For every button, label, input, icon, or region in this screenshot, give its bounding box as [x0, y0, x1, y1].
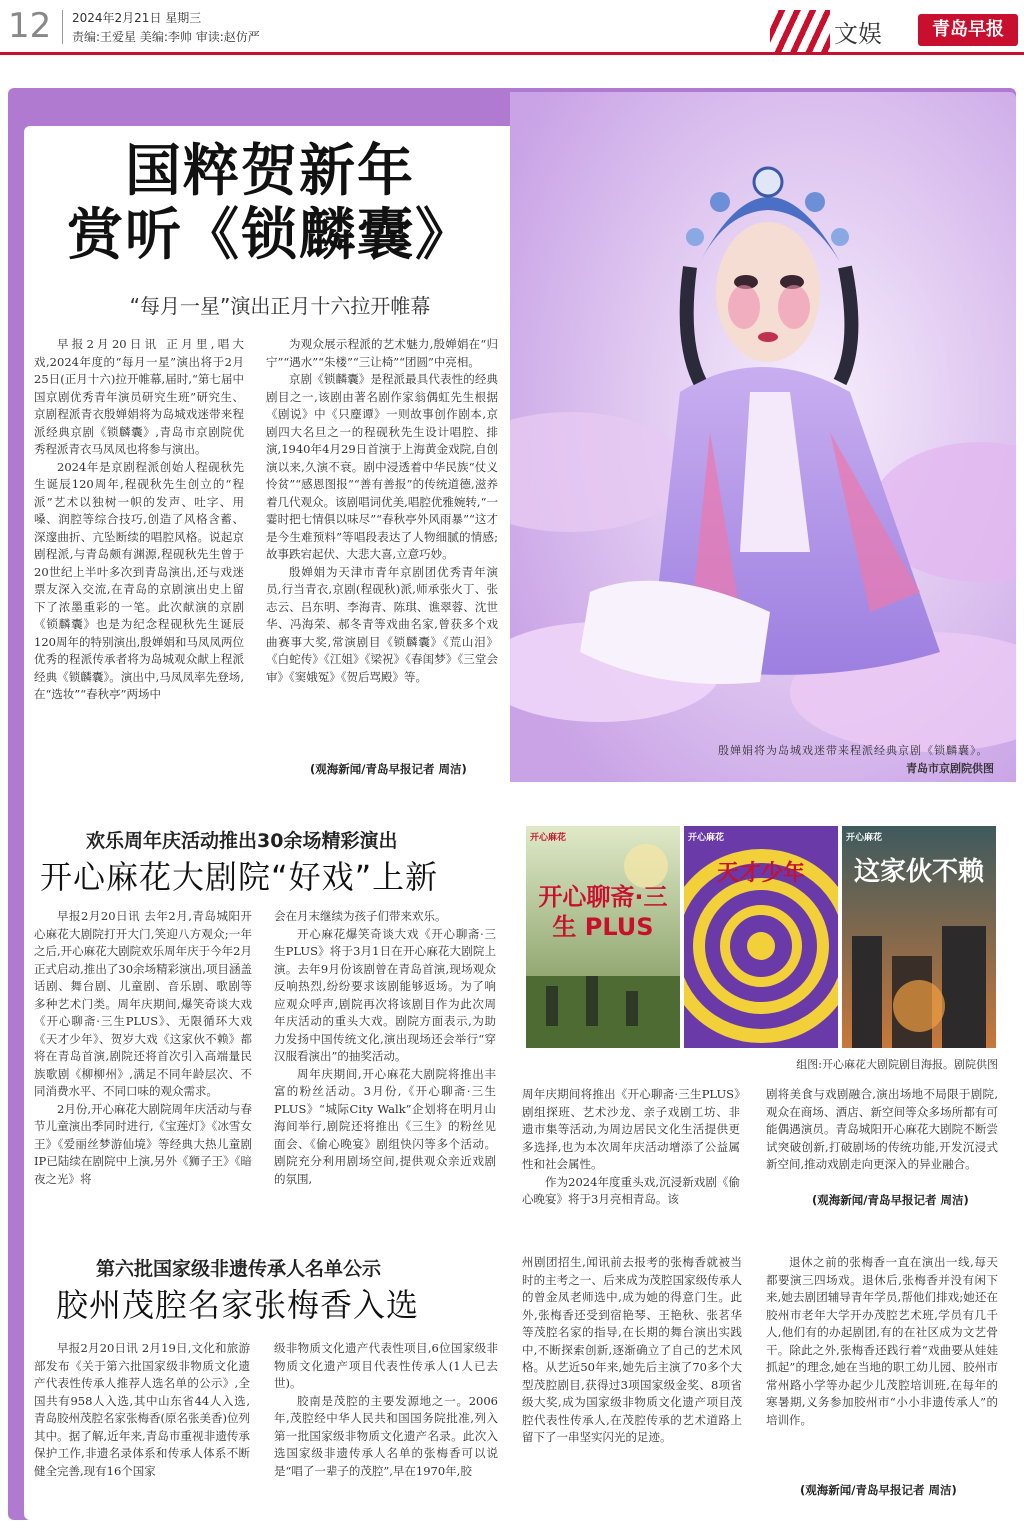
newspaper-logo: 青岛早报: [918, 14, 1018, 46]
article3-column-1: [34, 1340, 250, 1500]
paragraph: 殷婵娟为天津市青年京剧团优秀青年演员,行当青衣,京剧(程砚秋)派,师承张火丁、张志云、吕东明、李海青、陈琪、谯翠蓉、沈世华、冯海荣、郝冬青等戏曲名家,曾获多个戏曲赛事大奖,常演剧目《锁麟囊》《荒山泪》《白蛇传》《江姐》《梁祝》《春闺梦》《三堂会审》《窦娥冤》《贺后骂殿》等。: [266, 564, 498, 684]
article2-column-1: [34, 908, 252, 1208]
paragraph: 周年庆期间,开心麻花大剧院将推出丰富的粉丝活动。3月份,《开心聊斋·三生PLUS》“城际City Walk”企划将在明月山海间举行,剧院还将推出《三生》的粉丝见面会、《偷心晚宴》剧组快闪等多个活动。剧院充分利用剧场空间,提供观众亲近戏剧的氛围,: [274, 1066, 496, 1186]
article2-column-3: [522, 1086, 740, 1214]
paragraph: 京剧《锁麟囊》是程派最具代表性的经典剧目之一,该剧由著名剧作家翁偶虹先生根据《剧说》中《只麈谭》一则故事创作剧本,京剧四大名旦之一的程砚秋先生设计唱腔、排演,1940年4月29日首演于上海黄金戏院,自创演以来,久演不衰。剧中浸透着中华民族“仗义怜贫”“感恩图报”“善有善报”的传统道德,滋养着几代观众。该剧唱词优美,唱腔优雅婉转,“一霎时把七情俱以味尽”“春秋亭外风雨暴”“这才是今生难预料”等唱段表达了人物细腻的情感;故事跌宕起伏、大悲大喜,立意巧妙。: [266, 372, 498, 561]
paragraph: 会在月末继续为孩子们带来欢乐。: [274, 909, 447, 923]
paragraph: 2024年是京剧程派创始人程砚秋先生诞辰120周年,程砚秋先生创立的“程派”艺术以独树一帜的发声、吐字、用嗓、润腔等综合技巧,创造了风格含蓄、深邃曲折、亢坠断续的唱腔风格。说起京剧程派,与青岛颇有渊源,程砚秋先生曾于20世纪上半叶多次到青岛演出,还与戏迷票友深入交流,在青岛的京剧演出史上留下了浓墨重彩的一笔。此次献演的京剧《锁麟囊》也是为纪念程砚秋先生诞辰120周年的特别演出,殷婵娟和马凤凤两位优秀的程派传承者将为岛城观众献上程派经典《锁麟囊》。演出中,马凤凤率先登场,在“选妆”“春秋亭”两场中: [34, 459, 244, 701]
header-divider: [62, 10, 63, 44]
caption-text: 殷婵娟将为岛城戏迷带来程派经典京剧《锁麟囊》。: [718, 744, 989, 757]
article3-column-3: [522, 1254, 742, 1500]
article3-column-4: [766, 1254, 998, 1480]
page-header: [0, 0, 1024, 62]
poster-tiancai: [684, 826, 838, 1048]
article1-subtitle: “每月一星”演出正月十六拉开帷幕: [129, 294, 431, 318]
headline-line2: 赏听《锁麟囊》: [67, 203, 473, 268]
paragraph: 级非物质文化遗产代表性项目,6位国家级非物质文化遗产项目代表性传承人(1人已去世)。: [274, 1341, 498, 1390]
article3-column-2: [274, 1340, 498, 1500]
article1-column-1: [34, 336, 244, 776]
paragraph: 开心麻花爆笑奇谈大戏《开心聊斋·三生PLUS》将于3月1日在开心麻花大剧院上演。去年9月份该剧曾在青岛首演,现场观众反响热烈,纷纷要求该剧能够返场。为了响应观众呼声,剧院再次将该剧目作为此次周年庆活动的重头大戏。剧院方面表示,为助力发扬中国传统文化,演出现场还会举行“穿汉服看演出”的抽奖活动。: [274, 926, 496, 1063]
article2-byline: (观海新闻/青岛早报记者 周洁): [812, 1193, 969, 1207]
paragraph: 退休之前的张梅香一直在演出一线,每天都要演三四场戏。退休后,张梅香并没有闲下来,她去剧团辅导青年学员,帮他们排戏;她还在胶州市老年大学开办茂腔艺术班,学员有几千人,他们有的办起剧团,有的在社区成为文艺骨干。除此之外,张梅香还践行着“戏曲要从娃娃抓起”的理念,她在当地的职工幼儿园、胶州市常州路小学等办起少儿茂腔培训班,在每年的寒暑期,义务参加胶州市“小小非遗传承人”的培训作。: [766, 1255, 998, 1427]
opera-performer-illustration: [510, 92, 1016, 782]
section-name: 文娱: [834, 20, 882, 48]
header-rule: [0, 52, 1024, 55]
article2-column-2: [274, 908, 496, 1208]
article3-byline: (观海新闻/青岛早报记者 周洁): [800, 1483, 957, 1497]
paragraph: 作为2024年度重头戏,沉浸新戏剧《偷心晚宴》将于3月亮相青岛。该: [522, 1174, 740, 1206]
poster-brand: 开心麻花: [688, 833, 725, 843]
paragraph: 胶南是茂腔的主要发源地之一。2006年,茂腔经中华人民共和国国务院批准,列入第一批国家级非物质文化遗产名录。此次入选国家级非遗传承人名单的张梅香可以说是“唱了一辈子的茂腔”,早在1970年,胶: [274, 1393, 498, 1478]
poster-zhejiahuo: [842, 826, 996, 1048]
issue-date: 2024年2月21日 星期三: [72, 11, 202, 25]
paragraph: 周年庆期间将推出《开心聊斋·三生PLUS》剧组探班、艺术沙龙、亲子戏剧工坊、非遗市集等活动,为周边居民文化生活提供更多选择,也为本次周年庆活动增添了公益属性和社会属性。: [522, 1087, 740, 1171]
article2-column-4: [766, 1086, 998, 1196]
page-number: 12: [8, 6, 52, 46]
photo-caption: [718, 742, 994, 778]
article3-kicker: 第六批国家级非遗传承人名单公示: [96, 1258, 382, 1280]
paragraph: 2月份,开心麻花大剧院周年庆活动与春节儿童演出季同时进行,《宝莲灯》《冰雪女王》《爱丽丝梦游仙境》等经典大热儿童剧IP已陆续在剧院中上演,另外《狮子王》《暗夜之光》将: [34, 1101, 252, 1186]
poster-title: 这家伙不赖: [853, 857, 984, 887]
opera-performer-photo: [510, 92, 1016, 782]
paragraph: 州剧团招生,闻讯前去报考的张梅香就被当时的主考之一、后来成为茂腔国家级传承人的曾金凤老师选中,成为她的得意门生。此外,张梅香还受到宿艳琴、王艳秋、张茗华等茂腔名家的指导,在长期的舞台演出实践中,不断探索创新,逐渐确立了自己的艺术风格。从艺近50年来,她先后主演了70多个大型茂腔剧目,获得过3项国家级金奖、8项省级大奖,成为国家级非物质文化遗产项目茂腔代表性传承人,在茂腔传承的艺术道路上留下了一串坚实闪光的足迹。: [522, 1255, 742, 1444]
photo-credit: 青岛市京剧院供图: [906, 762, 994, 775]
paragraph: 早报2月20日讯 正月里,唱大戏,2024年度的“每月一星”演出将于2月25日(正月十六)拉开帷幕,届时,“第七届中国京剧优秀青年演员研究生班”研究生、京剧程派青衣殷婵娟将为岛城戏迷带来程派经典京剧《锁麟囊》,青岛市京剧院优秀程派青衣马凤凤也将参与演出。: [34, 337, 244, 456]
headline-line1: 国粹贺新年: [125, 139, 415, 204]
editor-credits: 责编:王爱星 美编:李帅 审读:赵仿严: [72, 30, 260, 44]
article2-headline: 开心麻花大剧院“好戏”上新: [40, 858, 439, 896]
posters-caption: 组图:开心麻花大剧院剧目海报。剧院供图: [796, 1058, 998, 1071]
article3-headline: 胶州茂腔名家张梅香入选: [56, 1286, 420, 1324]
article1-column-2: [266, 336, 498, 776]
poster-group: [526, 826, 996, 1048]
paragraph: 早报2月20日讯 2月19日,文化和旅游部发布《关于第六批国家级非物质文化遗产代表性传承人推荐人选名单的公示》,全国共有958人入选,其中山东省44人入选,青岛胶州茂腔名家张梅香(原名张美香)位列其中。据了解,近年来,青岛市重视非遗传承保护工作,非遗名录体系和传承人体系不断健全完善,现有16个国家: [34, 1341, 250, 1478]
poster-title: 开心聊斋·三生 PLUS: [538, 883, 668, 941]
article1-byline: (观海新闻/青岛早报记者 周洁): [310, 762, 467, 776]
poster-brand: 开心麻花: [530, 833, 567, 843]
poster-title: 天才少年: [716, 861, 805, 886]
poster-brand: 开心麻花: [846, 833, 883, 843]
article1-headline: [40, 140, 500, 268]
header-stripes: [770, 10, 830, 52]
article2-kicker: 欢乐周年庆活动推出30余场精彩演出: [86, 830, 398, 852]
paragraph: 剧将美食与戏剧融合,演出场地不局限于剧院,观众在商场、酒店、新空间等众多场所都有可能偶遇演员。青岛城阳开心麻花大剧院不断尝试突破创新,打破剧场的传统功能,开发沉浸式新空间,推动戏剧走向更深入的异业融合。: [766, 1087, 998, 1171]
poster-sansheng: [526, 826, 680, 1048]
paragraph: 早报2月20日讯 去年2月,青岛城阳开心麻花大剧院打开大门,笑迎八方观众;一年之后,开心麻花大剧院欢乐周年庆于今年2月正式启动,推出了30余场精彩演出,项目涵盖话剧、舞台剧、儿童剧、音乐剧、歌剧等多种艺术门类。周年庆期间,爆笑奇谈大戏《开心聊斋·三生PLUS》、无限循环大戏《天才少年》、贺岁大戏《这家伙不赖》都将在青岛首演,剧院还将首次引入高端量民族歌剧《柳柳州》,满足不同年龄层次、不同消费水平、不同口味的观众需求。: [34, 909, 252, 1098]
paragraph: 为观众展示程派的艺术魅力,殷婵娟在“归宁”“遇水”“朱楼”“三让椅”“团圆”中亮相。: [266, 337, 498, 369]
